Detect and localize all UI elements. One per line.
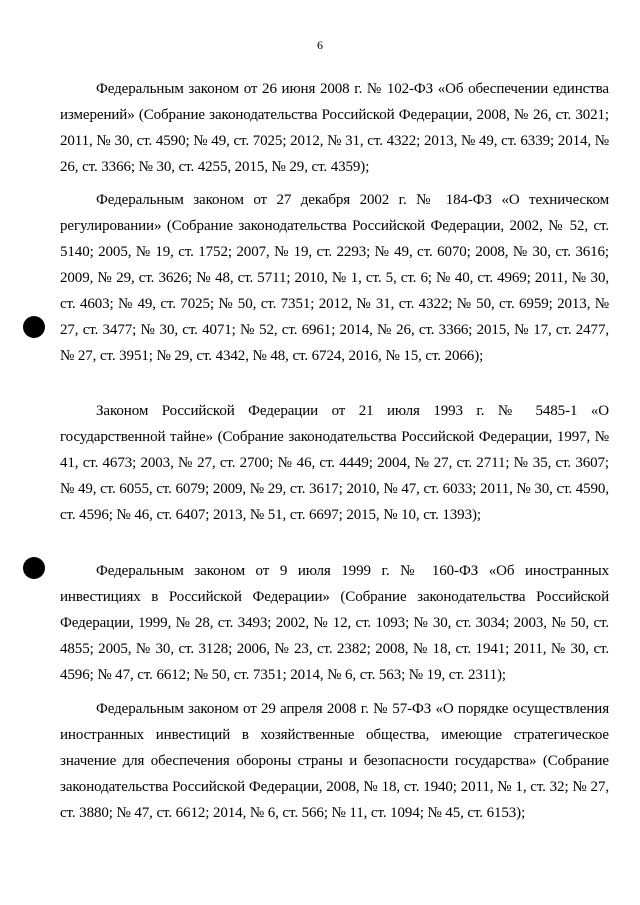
hole-punch-mark: [23, 557, 45, 579]
law-reference-paragraph: Федеральным законом от 27 декабря 2002 г. № 184-ФЗ «О техническом регулировании» (Собрание законодательства Российской Федерации, 2002, № 52, ст. 5140; 2005, № 19, ст. 1752; 2007, № 19, ст. 2293; № 49, ст. 6070; 2008, № 30, ст. 3616; 2009, № 29, ст. 3626; № 48, ст. 5711; 2010, № 1, ст. 5, ст. 6; № 40, ст. 4969; 2011, № 30, ст. 4603; № 49, ст. 7025; № 50, ст. 7351; 2012, № 31, ст. 4322; № 50, ст. 6959; 2013, № 27, ст. 3477; № 30, ст. 4071; № 52, ст. 6961; 2014, № 26, ст. 3366; 2015, № 17, ст. 2477, № 27, ст. 3951; № 29, ст. 4342, № 48, ст. 6724, 2016, № 15, ст. 2066);: [60, 192, 609, 364]
law-reference-paragraph: Федеральным законом от 9 июля 1999 г. № 160-ФЗ «Об иностранных инвестициях в Российской Федерации» (Собрание законодательства Российской Федерации, 1999, № 28, ст. 3493; 2002, № 12, ст. 1093; № 30, ст. 3034; 2003, № 50, ст. 4855; 2005, № 30, ст. 3128; 2006, № 23, ст. 2382; 2008, № 18, ст. 1941; 2011, № 30, ст. 4596; № 47, ст. 6612; № 50, ст. 7351; 2014, № 6, ст. 563; № 19, ст. 2311);: [60, 563, 609, 683]
page-number: 6: [317, 38, 323, 52]
law-reference-paragraph: Федеральным законом от 29 апреля 2008 г. № 57-ФЗ «О порядке осуществления иностранных инвестиций в хозяйственные общества, имеющие стратегическое значение для обеспечения обороны страны и безопасности государства» (Собрание законодательства Российской Федерации, 2008, № 18, ст. 1940; 2011, № 1, ст. 32; № 27, ст. 3880; № 47, ст. 6612; 2014, № 6, ст. 566; № 11, ст. 1094; № 45, ст. 6153);: [60, 701, 609, 821]
law-reference-paragraph: Законом Российской Федерации от 21 июля 1993 г. № 5485-1 «О государственной тайне» (Собрание законодательства Российской Федерации, 1997, № 41, ст. 4673; 2003, № 27, ст. 2700; № 46, ст. 4449; 2004, № 27, ст. 2711; № 35, ст. 3607; № 49, ст. 6055, ст. 6079; 2009, № 29, ст. 3617; 2010, № 47, ст. 6033; 2011, № 30, ст. 4590, ст. 4596; № 46, ст. 6407; 2013, № 51, ст. 6697; 2015, № 10, ст. 1393);: [60, 403, 609, 523]
law-reference-paragraph: Федеральным законом от 26 июня 2008 г. № 102-ФЗ «Об обеспечении единства измерений» (Собрание законодательства Российской Федерации, 2008, № 26, ст. 3021; 2011, № 30, ст. 4590; № 49, ст. 7025; 2012, № 31, ст. 4322; 2013, № 49, ст. 6339; 2014, № 26, ст. 3366; № 30, ст. 4255, 2015, № 29, ст. 4359);: [60, 81, 609, 175]
hole-punch-mark: [23, 316, 45, 338]
